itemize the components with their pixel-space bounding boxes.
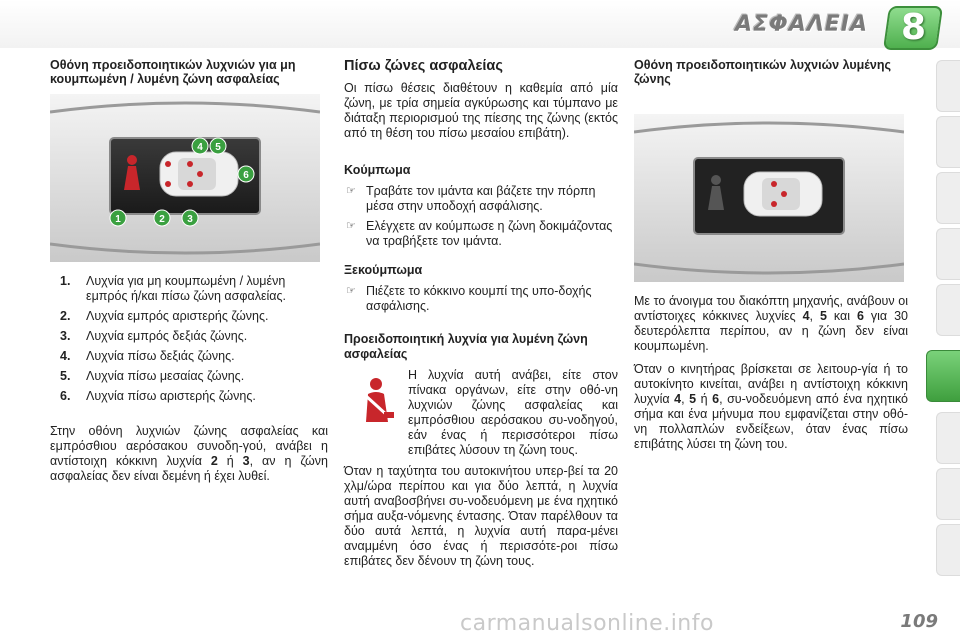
left-column bbox=[50, 58, 328, 492]
chapter-tab[interactable] bbox=[936, 412, 960, 464]
seatbelt-panel-figure-left bbox=[50, 94, 320, 262]
chapter-tab[interactable] bbox=[936, 468, 960, 520]
callout-6: 6 bbox=[243, 170, 249, 181]
left-paragraph: Στην οθόνη λυχνιών ζώνης ασφαλείας και εμπρόσθιου αερόσακου συνοδη-γού, ανάβει η αντίστοιχη κόκκινη λυχνία 2 ή 3, αν η ζώνη ασφαλείας δεν είναι δεμένη ή έχει λυθεί. bbox=[50, 424, 328, 483]
speed-paragraph: Όταν η ταχύτητα του αυτοκινήτου υπερ-βεί τα 20 χλμ/ώρα περίπου και για δύο λεπτά, η λυχνία αυτή αναβοσβήνει συ-νοδευόμενη με ένα ηχητικό σήμα αυξα-νόμενης έντασης. Όταν παρέλθουν τα δύο αυτά λεπτά, η λυχνία αυτή παρα-μένει αναμμένη όσο ένας ή περισσότε-ροι πίσω επιβάτες δεν δένουν τη ζώνη τους. bbox=[344, 464, 618, 568]
callout-1: 1 bbox=[115, 214, 121, 225]
chapter-number: 8 bbox=[900, 7, 926, 48]
chapter-tab[interactable] bbox=[936, 524, 960, 576]
unfasten-heading: Ξεκούμπωμα bbox=[344, 263, 423, 277]
lamp-front-left-icon bbox=[165, 161, 171, 167]
chapter-tab[interactable] bbox=[936, 116, 960, 168]
warning-heading: Προειδοποιητική λυχνία για λυμένη ζώνη ασφαλείας bbox=[344, 332, 588, 361]
lamp-front-right-icon bbox=[165, 181, 171, 187]
pointing-hand-icon: ☞ bbox=[346, 285, 356, 297]
list-item: ☞ Πιέζετε το κόκκινο κουμπί της υπο-δοχής ασφάλισης. bbox=[346, 284, 592, 313]
right-heading: Οθόνη προειδοποιητικών λυχνιών λυμένης ζώνης bbox=[634, 58, 892, 86]
lamp-rear-middle-icon bbox=[781, 191, 787, 197]
warning-block bbox=[344, 368, 618, 458]
right-paragraph-2: Όταν ο κινητήρας βρίσκεται σε λειτουρ-γία ή το αυτοκίνητο κινείται, ανάβει η αντίστοιχη κόκκινη λυχνία 4, 5 ή 6, συ-νοδευόμενη από ένα ηχητικό σήμα και ένα μήνυμα που εμφανίζεται στην οθό-νη πολλαπλών ενδείξεων, όταν ένας πίσω επιβάτης λύσει τη ζώνη του. bbox=[634, 362, 909, 451]
pointing-hand-icon: ☞ bbox=[346, 220, 356, 232]
warning-text: Η λυχνία αυτή ανάβει, είτε στον πίνακα οργάνων, είτε στην οθό-νη λυχνιών ζώνης ασφαλείας και εμπρόσθιου αερόσακου συ-νοδηγού, εάν ένας ή περισσότεροι πίσω επιβάτες λύσουν τη ζώνη τους. bbox=[408, 368, 618, 457]
chapter-tab[interactable] bbox=[936, 228, 960, 280]
intro-paragraph: Οι πίσω θέσεις διαθέτουν η καθεμία από μία ζώνη, με τρία σημεία αγκύρωσης και τύμπανο με διάταξη περιορισμού της πίεσης της ζώνης (εκτός από τη θέση του πίσω μεσαίου επιβάτη). bbox=[344, 81, 618, 140]
chapter-tab[interactable] bbox=[936, 284, 960, 336]
lamp-rear-left-icon bbox=[187, 181, 193, 187]
lamp-rear-right-icon bbox=[187, 161, 193, 167]
chapter-title: ΑΣΦΑΛΕΙΑ bbox=[734, 12, 868, 37]
unfastened-seatbelt-warning-icon bbox=[354, 376, 400, 426]
lamp-rear-middle-icon bbox=[197, 171, 203, 177]
watermark: carmanualsonline.info bbox=[460, 611, 714, 636]
page-number: 109 bbox=[900, 611, 938, 632]
list-item: 1. Λυχνία για μη κουμπωμένη / λυμένη εμπρός ή/και πίσω ζώνη ασφαλείας. bbox=[60, 274, 287, 303]
right-column bbox=[634, 58, 908, 460]
chapter-tab-active[interactable] bbox=[926, 350, 960, 402]
chapter-tab-strip bbox=[936, 60, 960, 580]
pointing-hand-icon: ☞ bbox=[346, 185, 356, 197]
callout-2: 2 bbox=[159, 214, 165, 225]
lamp-list bbox=[50, 274, 328, 404]
list-item: 6. Λυχνία πίσω αριστερής ζώνης. bbox=[60, 389, 256, 403]
lamp-rear-left-icon bbox=[771, 201, 777, 207]
list-item: ☞ Ελέγχετε αν κούμπωσε η ζώνη δοκιμάζοντας να τραβήξετε τον ιμάντα. bbox=[346, 219, 613, 248]
callout-3: 3 bbox=[187, 214, 193, 225]
list-item: 5. Λυχνία πίσω μεσαίας ζώνης. bbox=[60, 369, 245, 383]
callout-4: 4 bbox=[197, 142, 203, 153]
list-item: 4. Λυχνία πίσω δεξιάς ζώνης. bbox=[60, 349, 235, 363]
seatbelt-panel-figure-right bbox=[634, 114, 904, 284]
list-item: 2. Λυχνία εμπρός αριστερής ζώνης. bbox=[60, 309, 269, 323]
list-item: ☞ Τραβάτε τον ιμάντα και βάζετε την πόρπη μέσα στην υποδοχή ασφάλισης. bbox=[346, 184, 596, 213]
fasten-heading: Κούμπωμα bbox=[344, 163, 411, 177]
list-item: 3. Λυχνία εμπρός δεξιάς ζώνης. bbox=[60, 329, 248, 343]
chapter-tab[interactable] bbox=[936, 60, 960, 112]
chapter-tab[interactable] bbox=[936, 172, 960, 224]
left-heading: Οθόνη προειδοποιητικών λυχνιών για μη κουμπωμένη / λυμένη ζώνη ασφαλείας bbox=[50, 58, 296, 86]
section-title: Πίσω ζώνες ασφαλείας bbox=[344, 58, 503, 74]
right-paragraph-1: Με το άνοιγμα του διακόπτη μηχανής, ανάβουν οι αντίστοιχες κόκκινες λυχνίες 4, 5 και 6 για 30 δευτερόλεπτα περίπου, αν η ζώνη δεν είναι κουμπωμένη. bbox=[634, 294, 909, 353]
lamp-rear-right-icon bbox=[771, 181, 777, 187]
callout-5: 5 bbox=[215, 142, 221, 153]
middle-column bbox=[344, 58, 618, 577]
